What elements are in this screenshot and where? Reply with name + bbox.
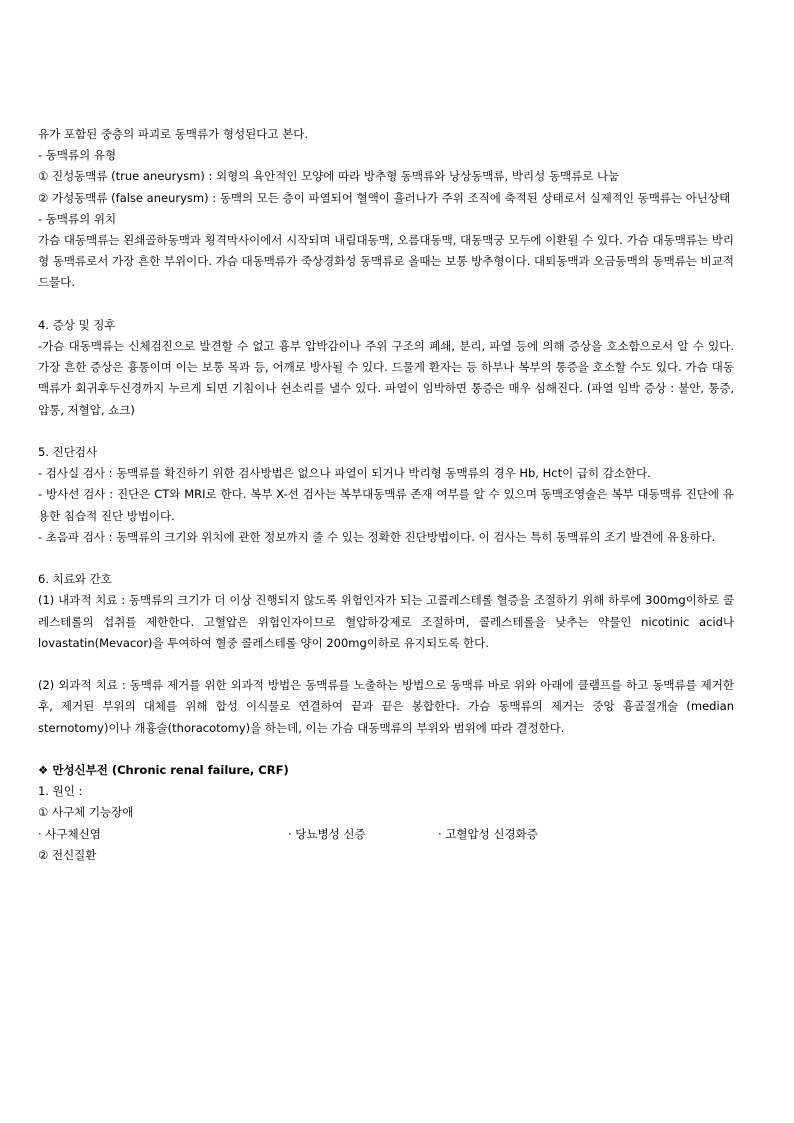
false-aneurysm-item: ② 가성동맥류 (false aneurysm) : 동맥의 모든 층이 파열되어 혈액이 흘러나가 주위 조직에 축적된 상태로서 실제적인 동맥류는 아닌상태: [38, 190, 731, 205]
cause-list-item: · 고혈압성 신경화증: [438, 826, 538, 841]
diagnosis-heading: 5. 진단검사: [38, 445, 98, 460]
symptoms-text: -가슴 대동맥류는 신체검진으로 발견할 수 없고 흉부 압박감이나 주위 구조의 폐쇄, 분리, 파열 등에 의해 증상을 호소함으로서 알 수 있다. 가장 흔한 증상은 흉통이며 이는 보통 목과 등, 어깨로 방사될 수 있다. 드물게 환자는 등 하부나 복부의 통증을 호소할 수도 있다. 가슴 대동맥류가 회귀후두신경까지 누르게 되면 기침이나 쉰소리를 낼수 있다. 파열이 임박하면 통증은 매우 심해진다. (파열 임박 증상 : 불안, 통증, 압통, 저혈압, 쇼크): [38, 339, 734, 417]
aneurysm-location-heading: - 동맥류의 위치: [38, 211, 117, 226]
diagnosis-ultrasound: - 초음파 검사 : 동맥류의 크기와 위치에 관한 정보까지 줄 수 있는 정확한 진단방법이다. 이 검사는 특히 동맥류의 조기 발견에 유용하다.: [38, 529, 716, 544]
cause-list-item: · 사구체신염: [38, 826, 101, 841]
diagnosis-radiology: - 방사선 검사 : 진단은 CT와 MRI로 한다. 복부 X-선 검사는 복부대동맥류 존재 여부를 알 수 있으며 동맥조영술은 복부 대동맥류 진단에 유용한 침습적 진단 방법이다.: [38, 487, 734, 523]
aneurysm-types-heading: - 동맥류의 유형: [38, 148, 117, 163]
treatment-medical: (1) 내과적 치료 : 동맥류의 크기가 더 이상 진행되지 않도록 위험인자가 되는 고콜레스테롤 혈증을 조절하기 위해 하루에 300mg이하로 콜레스테롤의 섭취를 제한한다. 고혈압은 위험인자이므로 혈압하강제로 조절하며, 콜레스테롤을 낮추는 약물인 nicotinic acid나 lovastatin(Mevacor)을 투여하여 혈중 콜레스테롤 양이 200mg이하로 유지되도록 한다.: [38, 593, 734, 650]
symptoms-heading: 4. 증상 및 징후: [38, 317, 116, 332]
cause-systemic-disease: ② 전신질환: [38, 847, 97, 862]
diagnosis-lab-test: - 검사실 검사 : 동맥류를 확진하기 위한 검사방법은 없으나 파열이 되거나 박리형 동맥류의 경우 Hb, Hct이 급히 감소한다.: [38, 466, 651, 481]
spacer: [38, 548, 734, 569]
treatment-heading: 6. 치료와 간호: [38, 572, 112, 587]
document-page: [38, 124, 734, 866]
spacer: [38, 421, 734, 442]
cause-heading: 1. 원인 :: [38, 784, 83, 799]
spacer: [38, 654, 734, 675]
true-aneurysm-item: ① 진성동맥류 (true aneurysm) : 외형의 육안적인 모양에 따라 방추형 동맥류와 낭상동맥류, 박리성 동맥류로 나눔: [38, 169, 620, 184]
aneurysm-location-text: 가슴 대동맥류는 왼쇄골하동맥과 횡격막사이에서 시작되며 내림대동맥, 오름대동맥, 대동맥궁 모두에 이환될 수 있다. 가슴 대동맥류는 박리형 동맥류로서 가장 흔한 부위이다. 가슴 대동맥류가 죽상경화성 동맥류로 올때는 보통 방추형이다. 대퇴동맥과 오금동맥의 동맥류는 비교적 드물다.: [38, 233, 734, 290]
cause-list-item: · 당뇨병성 신증: [288, 826, 366, 841]
treatment-surgical: (2) 외과적 치료 : 동맥류 제거를 위한 외과적 방법은 동맥류를 노출하는 방법으로 동맥류 바로 위와 아래에 클램프를 하고 동맥류를 제거한 후, 제거된 부위의 대체를 위해 합성 이식물로 연결하여 끝과 끝은 봉합한다. 가슴 동맥류의 제거는 중앙 흉골절개술 (median sternotomy)이나 개흉술(thoracotomy)을 하는데, 이는 가슴 대동맥류의 부위와 범위에 따라 결정한다.: [38, 678, 734, 735]
spacer: [38, 739, 734, 760]
cause-glomerular-dysfunction: ① 사구체 기능장애: [38, 805, 134, 820]
spacer: [38, 294, 734, 315]
cause-list-row: [38, 824, 734, 845]
intro-line: 유가 포함된 중층의 파괴로 동맥류가 형성된다고 본다.: [38, 127, 308, 141]
crf-section-heading: ❖ 만성신부전 (Chronic renal failure, CRF): [38, 763, 289, 778]
